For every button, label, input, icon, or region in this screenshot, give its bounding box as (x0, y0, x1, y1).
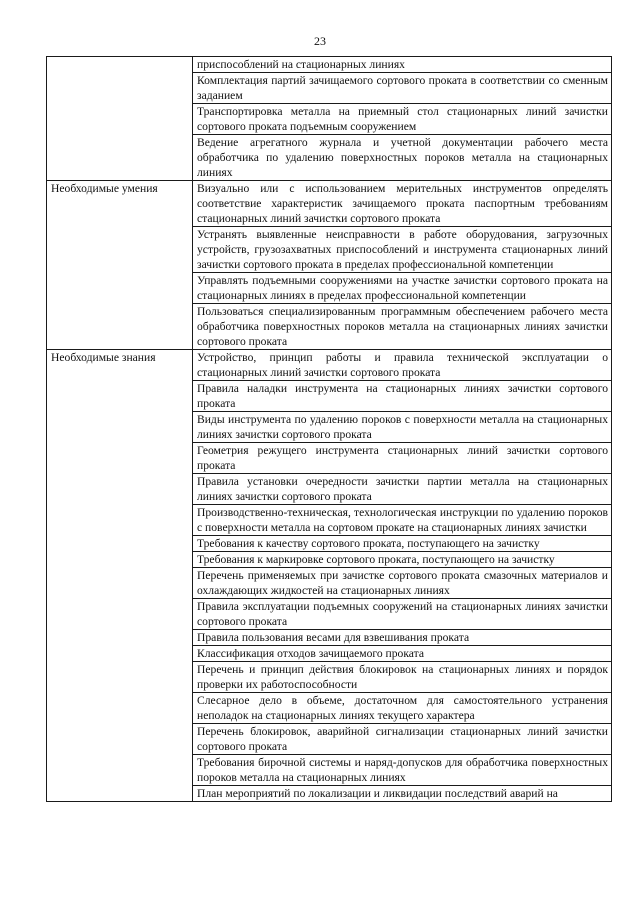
table-cell: Пользоваться специализированным программным обеспечением рабочего места обработчика поверхностных пороков металла на стационарных линиях зачистки сортового проката (193, 304, 612, 350)
table-row (47, 181, 612, 227)
table-cell: Правила пользования весами для взвешивания проката (193, 630, 612, 646)
table-cell: Управлять подъемными сооружениями на участке зачистки сортового проката на стационарных линиях в пределах профессиональной компетенции (193, 273, 612, 304)
table-cell: Правила наладки инструмента на стационарных линиях зачистки сортового проката (193, 381, 612, 412)
table-cell: Производственно-техническая, технологическая инструкции по удалению пороков с поверхности металла на сортовом прокате на стационарных линиях зачистки (193, 505, 612, 536)
table-cell: Виды инструмента по удалению пороков с поверхности металла на стационарных линиях зачистки сортового проката (193, 412, 612, 443)
table-cell: План мероприятий по локализации и ликвидации последствий аварий на (193, 786, 612, 802)
row-label: Необходимые умения (47, 181, 193, 350)
table-cell: Классификация отходов зачищаемого проката (193, 646, 612, 662)
page-number: 23 (314, 34, 326, 48)
table-cell: Правила эксплуатации подъемных сооружений на стационарных линиях зачистки сортового проката (193, 599, 612, 630)
table-row (47, 57, 612, 73)
table-cell: Слесарное дело в объеме, достаточном для самостоятельного устранения неполадок на стационарных линиях текущего характера (193, 693, 612, 724)
table-cell: Правила установки очередности зачистки партии металла на стационарных линиях зачистки сортового проката (193, 474, 612, 505)
table-cell: Перечень и принцип действия блокировок на стационарных линиях и порядок проверки их работоспособности (193, 662, 612, 693)
table-cell: Перечень блокировок, аварийной сигнализации стационарных линий зачистки сортового проката (193, 724, 612, 755)
table-cell: Геометрия режущего инструмента стационарных линий зачистки сортового проката (193, 443, 612, 474)
requirements-table (46, 56, 612, 802)
row-label: Необходимые знания (47, 350, 193, 802)
table-cell: Устранять выявленные неисправности в работе оборудования, загрузочных устройств, грузозахватных приспособлений и инструмента стационарных линий зачистки сортового проката в пределах профессиональной компетенции (193, 227, 612, 273)
table-cell: Визуально или с использованием мерительных инструментов определять соответствие характеристик зачищаемого проката паспортным требованиям стационарных линий зачистки сортового проката (193, 181, 612, 227)
table-cell: приспособлений на стационарных линиях (193, 57, 612, 73)
table-cell: Требования бирочной системы и наряд-допусков для обработчика поверхностных пороков металла на стационарных линиях (193, 755, 612, 786)
table-cell: Комплектация партий зачищаемого сортового проката в соответствии со сменным заданием (193, 73, 612, 104)
table-cell: Транспортировка металла на приемный стол стационарных линий зачистки сортового проката подъемным сооружением (193, 104, 612, 135)
table-row (47, 350, 612, 381)
row-label (47, 57, 193, 181)
table-cell: Требования к маркировке сортового проката, поступающего на зачистку (193, 552, 612, 568)
table-cell: Перечень применяемых при зачистке сортового проката смазочных материалов и охлаждающих жидкостей на стационарных линиях (193, 568, 612, 599)
table-cell: Ведение агрегатного журнала и учетной документации рабочего места обработчика по удалению поверхностных пороков металла на стационарных линиях (193, 135, 612, 181)
table-cell: Требования к качеству сортового проката, поступающего на зачистку (193, 536, 612, 552)
table-cell: Устройство, принцип работы и правила технической эксплуатации о стационарных линий зачистки сортового проката (193, 350, 612, 381)
